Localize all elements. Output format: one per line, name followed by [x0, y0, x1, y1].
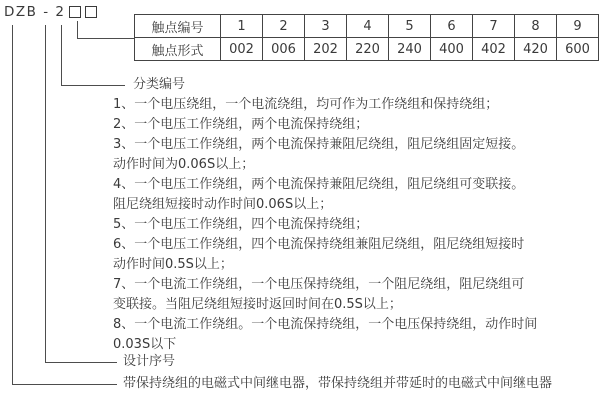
contact-form-cell: 400 — [431, 38, 473, 61]
contact-form-cell: 220 — [347, 38, 389, 61]
contact-number-cell: 6 — [431, 15, 473, 38]
contact-form-cell: 402 — [473, 38, 515, 61]
model-code — [4, 4, 97, 20]
classification-item-line: 4、一个电压工作绕组，两个电流保持兼阻尼绕组，阻尼绕组可变联接。 — [113, 177, 525, 192]
classification-block — [113, 75, 593, 355]
contact-form-cell: 420 — [515, 38, 557, 61]
classification-item-line: 5、一个电压工作绕组，四个电流保持绕组； — [113, 217, 369, 232]
contact-number-cell: 1 — [221, 15, 263, 38]
contact-number-cell: 7 — [473, 15, 515, 38]
classification-item-line: 变联接。当阻尼绕组短接时返回时间在0.5S以上； — [113, 297, 402, 312]
leader-horizontal-dzb — [12, 384, 117, 385]
classification-item-line: 2、一个电压工作绕组，两个电流保持绕组； — [113, 117, 369, 132]
contact-form-cell: 202 — [305, 38, 347, 61]
design-serial-label: 设计序号 — [123, 354, 176, 369]
contact-number-cell: 5 — [389, 15, 431, 38]
leader-horizontal-design — [45, 362, 117, 363]
contact-number-cell: 2 — [263, 15, 305, 38]
leader-vertical-contact — [77, 21, 78, 39]
contact-number-header: 触点编号 — [135, 15, 221, 38]
classification-item-line: 3、一个电压工作绕组，两个电流保持兼阻尼绕组，阻尼绕组固定短接。 — [113, 137, 525, 152]
classification-label: 分类编号 — [133, 77, 186, 92]
classification-item-line: 7、一个电流工作绕组，一个电压保持绕组，一个阻尼绕组，阻尼绕组可 — [113, 277, 525, 292]
model-digit-box-2 — [85, 6, 97, 18]
contact-number-cell: 8 — [515, 15, 557, 38]
model-prefix: DZB - 2 — [4, 4, 66, 20]
contact-number-row — [135, 15, 599, 38]
contact-form-cell: 002 — [221, 38, 263, 61]
contact-form-row — [135, 38, 599, 61]
relay-description: 带保持绕组的电磁式中间继电器，带保持绕组并带延时的电磁式中间继电器 — [123, 376, 553, 391]
classification-item-line: 阻尼绕组短接时动作时间0.06S以上； — [113, 197, 333, 212]
contact-form-cell: 006 — [263, 38, 305, 61]
contact-number-cell: 9 — [557, 15, 599, 38]
leader-vertical-dzb — [12, 25, 13, 385]
contact-form-table — [134, 14, 599, 61]
model-digit-box-1 — [69, 6, 81, 18]
contact-form-cell: 600 — [557, 38, 599, 61]
classification-item-line: 0.03S以下 — [113, 337, 177, 352]
classification-item-line: 动作时间为0.06S以上； — [113, 157, 255, 172]
classification-item-line: 6、一个电压工作绕组，四个电流保持绕组兼阻尼绕组，阻尼绕组短接时 — [113, 237, 525, 252]
contact-number-cell: 3 — [305, 15, 347, 38]
classification-item-line: 1、一个电压绕组，一个电流绕组，均可作为工作绕组和保持绕组； — [113, 97, 499, 112]
leader-vertical-design — [45, 25, 46, 363]
leader-vertical-classification — [61, 25, 62, 86]
contact-number-cell: 4 — [347, 15, 389, 38]
classification-item-line: 8、一个电流工作绕组。一个电流保持绕组，一个电压保持绕组，动作时间 — [113, 317, 538, 332]
leader-horizontal-contact — [77, 38, 134, 39]
contact-form-cell: 240 — [389, 38, 431, 61]
classification-item-line: 动作时间0.5S以上； — [113, 257, 233, 272]
contact-form-header: 触点形式 — [135, 38, 221, 61]
